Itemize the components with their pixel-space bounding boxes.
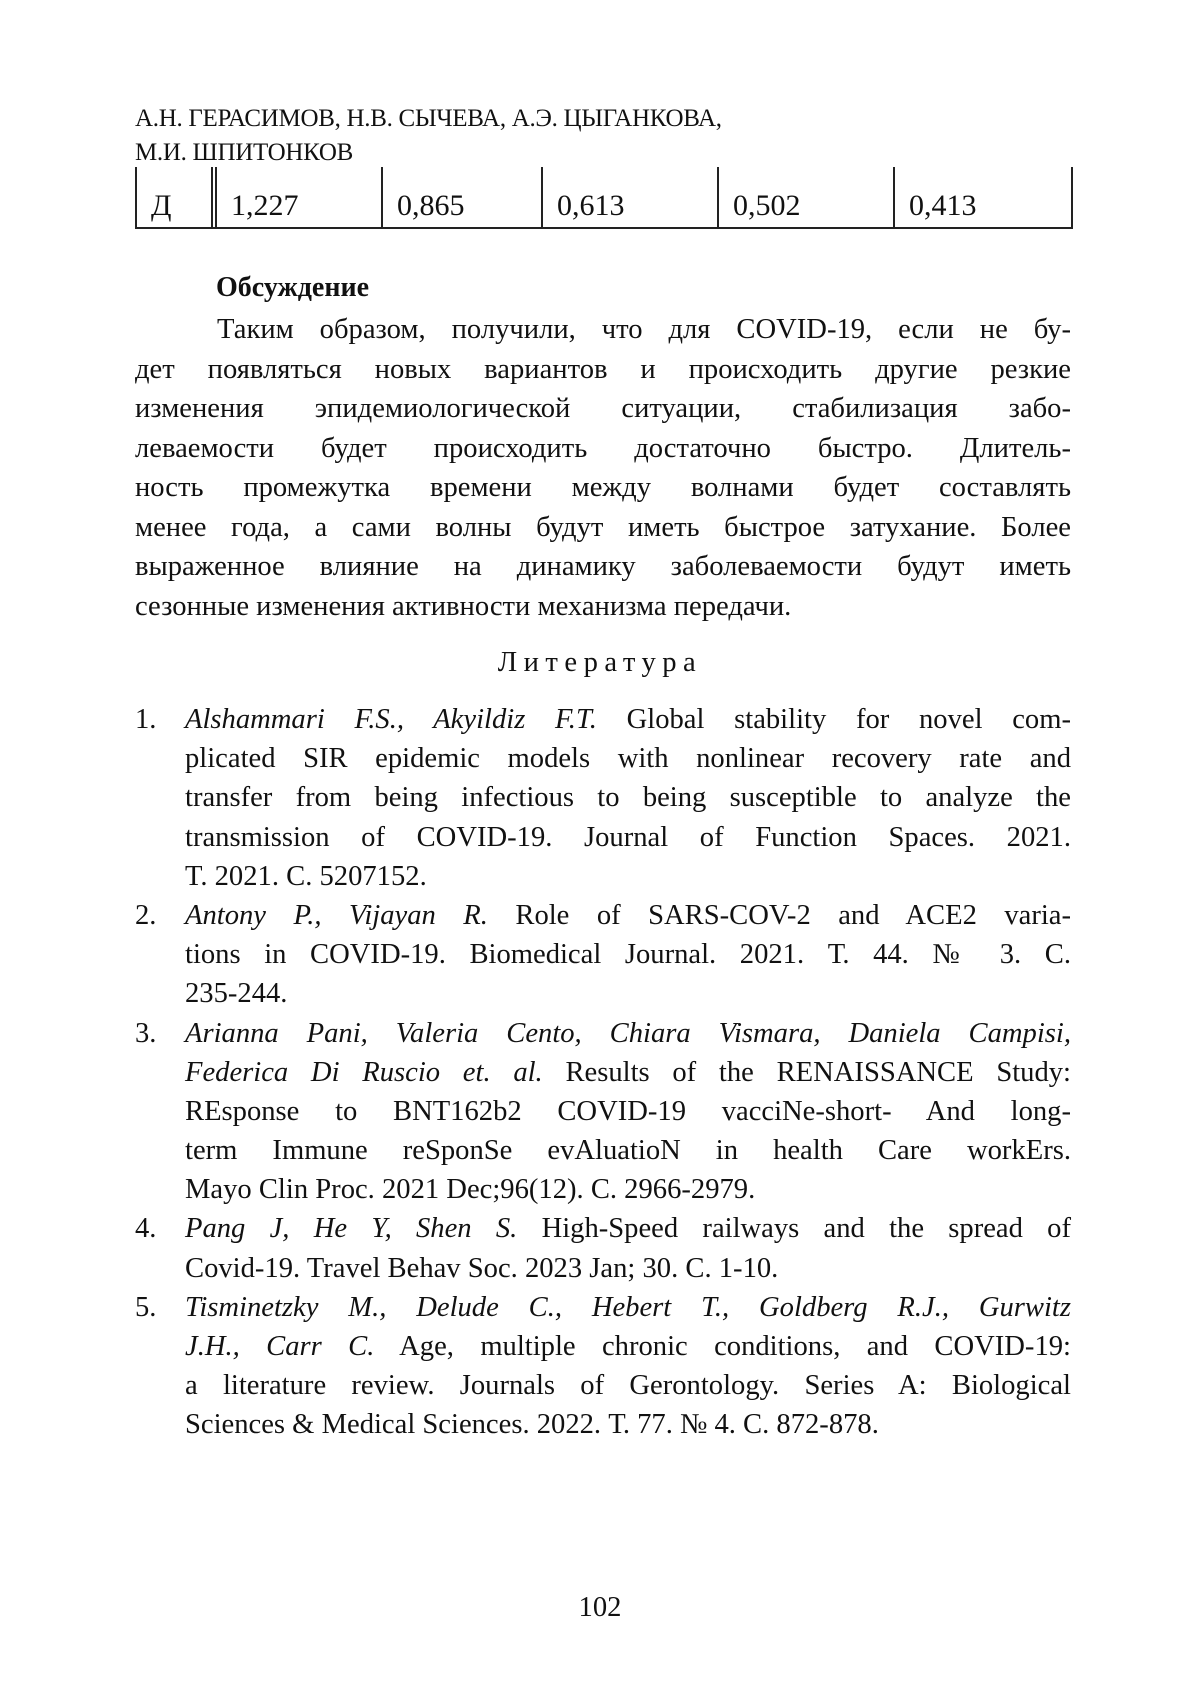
paragraph-line: леваемости будет происходить достаточно быстро. Длитель-	[135, 432, 1071, 464]
table-cell-value: 0,613	[557, 189, 625, 222]
reference-line: plicated SIR epidemic models with nonlinear recovery rate and	[185, 743, 1071, 775]
running-head-authors-line-1: А.Н. ГЕРАСИМОВ, Н.В. СЫЧЕВА, А.Э. ЦЫГАНКОВА,	[135, 105, 722, 132]
reference-item	[135, 1288, 1071, 1445]
paragraph-line: менее года, а сами волны будут иметь быстрое затухание. Более	[135, 511, 1071, 543]
table-cell	[893, 167, 1073, 227]
reference-line: 235-244.	[185, 978, 288, 1010]
table-cell-value: 1,227	[231, 189, 299, 222]
reference-text: Global stability for novel com-	[596, 704, 1071, 735]
reference-number: 3.	[135, 1017, 157, 1049]
reference-line: Mayo Clin Proc. 2021 Dec;96(12). С. 2966-2979.	[185, 1174, 756, 1206]
paragraph-line: дет появляться новых вариантов и происходить другие резкие	[135, 353, 1071, 385]
reference-authors: Arianna Pani, Valeria Cento, Chiara Vismara, Daniela Campisi,	[185, 1017, 1071, 1049]
reference-authors: J.H., Carr C.	[185, 1331, 375, 1362]
reference-number: 5.	[135, 1291, 157, 1323]
table-cell-value: 0,413	[909, 189, 977, 222]
table-cell-value: 0,865	[397, 189, 465, 222]
discussion-paragraph	[135, 310, 1071, 626]
reference-authors: Alshammari F.S., Akyildiz F.T.	[185, 704, 597, 735]
running-head-authors-line-2: М.И. ШПИТОНКОВ	[135, 139, 353, 166]
reference-line	[185, 1053, 1071, 1092]
reference-line	[185, 1209, 1071, 1248]
reference-line: tions in COVID-19. Biomedical Journal. 2021. Т. 44. № 3. С.	[185, 939, 1071, 971]
reference-line: term Immune reSponSe evAluatioN in health Care workErs.	[185, 1135, 1071, 1167]
reference-line	[185, 896, 1071, 935]
table-cell	[215, 167, 375, 227]
reference-item	[135, 1209, 1071, 1287]
paragraph-line: выраженное влияние на динамику заболеваемости будут иметь	[135, 551, 1071, 582]
paragraph-line: изменения эпидемиологической ситуации, стабилизация забо-	[135, 393, 1071, 424]
reference-authors: Pang J, He Y, Shen S.	[185, 1213, 518, 1245]
running-head	[135, 102, 1075, 170]
reference-line: Covid-19. Travel Behav Soc. 2023 Jan; 30. С. 1-10.	[185, 1252, 779, 1284]
reference-line: a literature review. Journals of Gerontology. Series A: Biological	[185, 1370, 1071, 1402]
reference-item	[135, 1014, 1071, 1210]
data-table-fragment	[135, 167, 1073, 229]
reference-text: Age, multiple chronic conditions, and COVID-19:	[374, 1331, 1071, 1362]
reference-line: transmission of COVID-19. Journal of Function Spaces. 2021.	[185, 821, 1071, 853]
table-cell-label	[135, 167, 203, 227]
table-cell	[541, 167, 717, 227]
reference-line: Sciences & Medical Sciences. 2022. Т. 77. № 4. С. 872-878.	[185, 1409, 879, 1441]
reference-number: 1.	[135, 704, 157, 735]
paragraph-line: сезонные изменения активности механизма передачи.	[135, 590, 792, 622]
reference-line: REsponse to BNT162b2 COVID-19 vacciNe-short- And long-	[185, 1095, 1071, 1127]
table-cell	[717, 167, 893, 227]
reference-authors: Tisminetzky M., Delude C., Hebert T., Goldberg R.J., Gurwitz	[185, 1291, 1071, 1323]
reference-line	[185, 1327, 1071, 1366]
table-cell-value: 0,502	[733, 189, 801, 222]
discussion-heading: Обсуждение	[216, 272, 370, 303]
reference-authors: Antony P., Vijayan R.	[185, 899, 488, 931]
reference-line	[185, 700, 1071, 739]
reference-authors: Federica Di Ruscio et. al.	[185, 1056, 543, 1088]
reference-number: 2.	[135, 899, 157, 931]
paragraph-line: ность промежутка времени между волнами будет составлять	[135, 472, 1071, 503]
table-cell	[381, 167, 541, 227]
reference-text: Role of SARS-COV-2 and ACE2 varia-	[487, 899, 1071, 931]
reference-item	[135, 896, 1071, 1014]
reference-number: 4.	[135, 1213, 157, 1245]
references-list	[135, 700, 1071, 1445]
table-row-label: Д	[151, 189, 172, 222]
references-heading: Литература	[497, 647, 703, 678]
reference-text: Results of the RENAISSANCE Study:	[542, 1056, 1071, 1088]
page-number: 102	[578, 1592, 622, 1623]
reference-line: transfer from being infectious to being susceptible to analyze the	[185, 782, 1071, 814]
reference-item	[135, 700, 1071, 896]
paragraph-line: Таким образом, получили, что для COVID-19, если не бу-	[217, 314, 1071, 345]
reference-text: High-Speed railways and the spread of	[517, 1213, 1072, 1245]
reference-line: T. 2021. С. 5207152.	[185, 860, 427, 892]
